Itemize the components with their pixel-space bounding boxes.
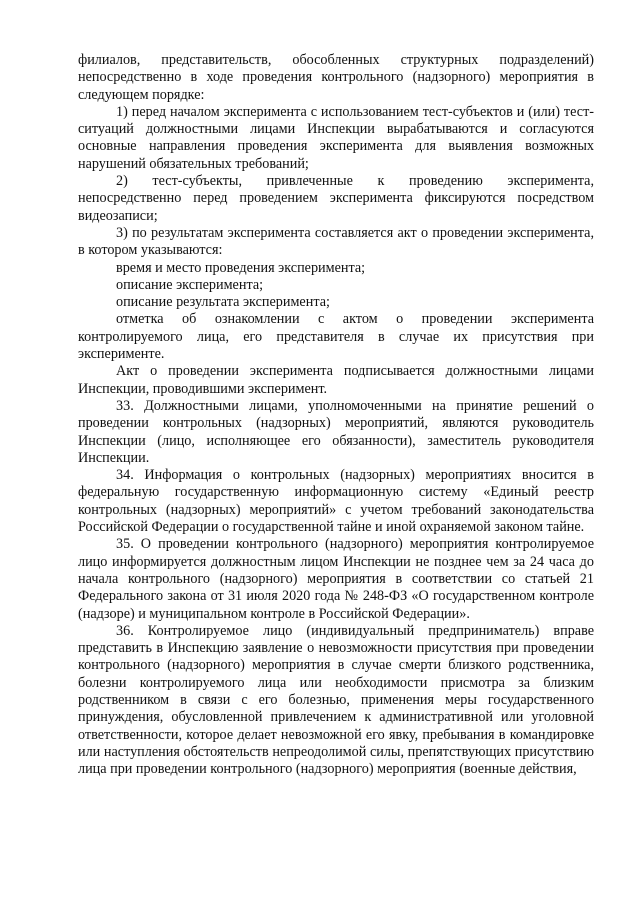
list-item-acknowledgement: отметка об ознакомлении с актом о проведении эксперимента контролируемого лица, его представителя в случае их присутствия при эксперименте. [78,311,594,363]
paragraph-step-1: 1) перед началом эксперимента с использованием тест-субъектов и (или) тест-ситуаций должностными лицами Инспекции вырабатываются и согласуются основные направления проведения эксперимента для выявления возможных нарушений обязательных требований; [78,103,594,172]
clause-34: 34. Информация о контрольных (надзорных) мероприятиях вносится в федеральную государственную информационную систему «Единый реестр контрольных (надзорных) мероприятий» с учетом требований законодательства Российской Федерации о государственной тайне и иной охраняемой законом тайне. [78,467,594,536]
paragraph-act-signing: Акт о проведении эксперимента подписывается должностными лицами Инспекции, проводившими эксперимент. [78,363,594,397]
paragraph-continuation: филиалов, представительств, обособленных структурных подразделений) непосредственно в ходе проведения контрольного (надзорного) мероприятия в следующем порядке: [78,52,594,103]
paragraph-step-3: 3) по результатам эксперимента составляется акт о проведении эксперимента, в котором указываются: [78,224,594,259]
list-item-description: описание эксперимента; [116,276,264,293]
document-page [78,52,594,778]
clause-33: 33. Должностными лицами, уполномоченными на принятие решений о проведении контрольных (надзорных) мероприятий, являются руководитель Инспекции (лицо, исполняющее его обязанности), заместитель руководителя Инспекции. [78,397,594,466]
list-item-result: описание результата эксперимента; [116,294,330,311]
clause-36: 36. Контролируемое лицо (индивидуальный предприниматель) вправе представить в Инспекцию заявление о невозможности присутствия при проведении контрольного (надзорного) мероприятия в случае смерти близкого родственника, болезни контролируемого лица или необходимости присмотра за близким родственником в связи с его болезнью, применения меры государственного принуждения, обусловленной привлечением к административной или уголовной ответственности, которое делает невозможной его явку, пребывания в командировке или наступления обстоятельств непреодолимой силы, препятствующих присутствию лица при проведении контрольного (надзорного) мероприятия (военные действия, [78,622,594,778]
list-item-time-place: время и место проведения эксперимента; [116,259,366,276]
clause-35: 35. О проведении контрольного (надзорного) мероприятия контролируемое лицо информируется должностным лицом Инспекции не позднее чем за 24 часа до начала контрольного (надзорного) мероприятия в соответствии со статьей 21 Федерального закона от 31 июля 2020 года № 248-ФЗ «О государственном контроле (надзоре) и муниципальном контроле в Российской Федерации». [78,536,594,622]
paragraph-step-2: 2) тест-субъекты, привлеченные к проведению эксперимента, непосредственно перед проведением эксперимента фиксируются посредством видеозаписи; [78,173,594,224]
